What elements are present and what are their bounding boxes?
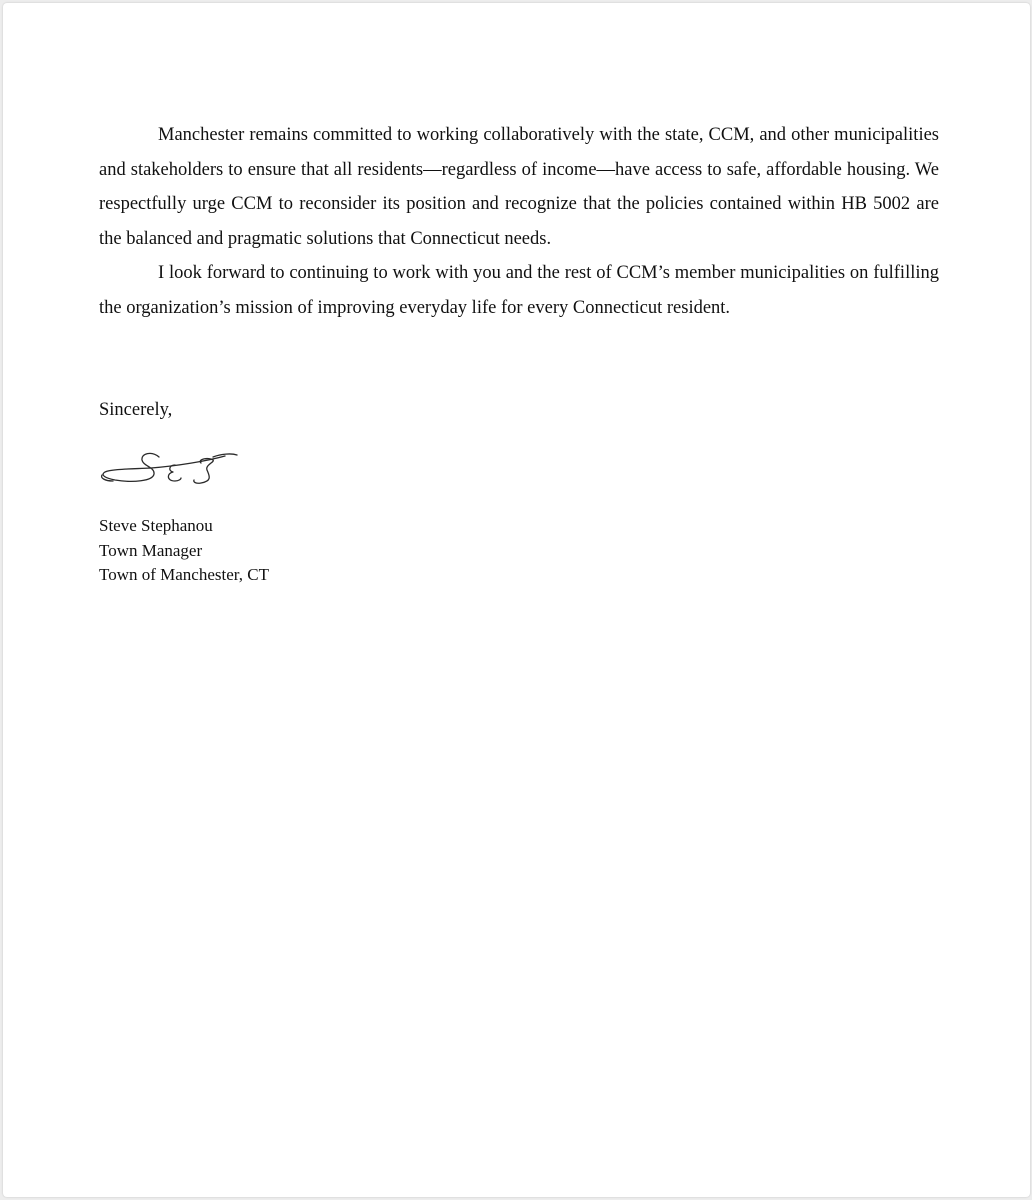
letter-paragraph: I look forward to continuing to work with you and the rest of CCM’s member municipalities on fulfilling the organization’s mission of improving everyday life for every Connecticut resident. (99, 263, 939, 318)
letter-page (3, 3, 1030, 1197)
letter-paragraph: Manchester remains committed to working collaboratively with the state, CCM, and other municipalities and stakeholders to ensure that all residents—regardless of income—have access to safe, affordable housing. We respectfully urge CCM to reconsider its position and recognize that the policies contained within HB 5002 are the balanced and pragmatic solutions that Connecticut needs. (99, 125, 939, 249)
letter-body (99, 118, 939, 325)
signer-organization: Town of Manchester, CT (99, 565, 269, 584)
signer-title: Town Manager (99, 540, 203, 560)
closing-salutation: Sincerely, (99, 400, 173, 420)
signer-name: Steve Stephanou (99, 516, 213, 535)
signature-block (99, 514, 269, 588)
handwritten-signature (97, 443, 247, 493)
